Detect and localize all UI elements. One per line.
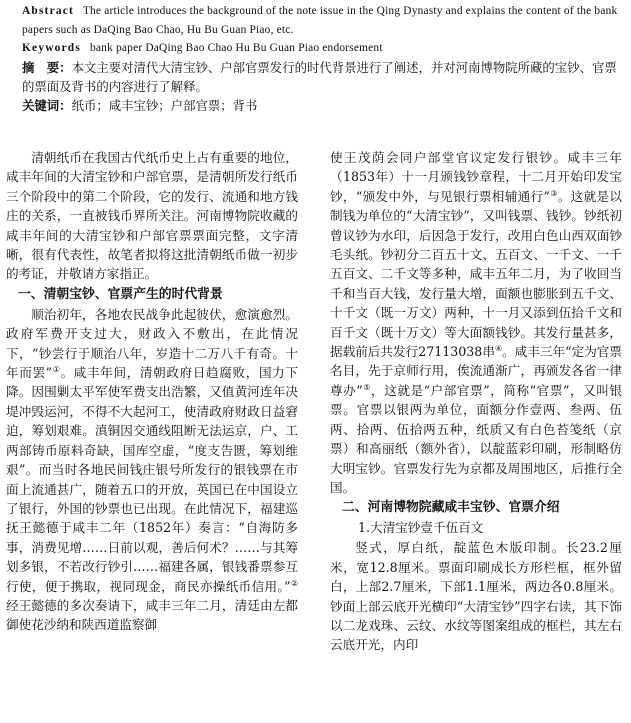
section-1-text-c: 经王懿德的多次奏请下，咸丰三年二月，清廷由左都御使花沙纳和陕西道监察御 <box>6 597 298 633</box>
abstract-zh <box>6 58 626 96</box>
subsection-1-heading: 1.大清宝钞壹千伍百文 <box>358 520 484 536</box>
section-2-heading: 二、河南博物院藏咸丰宝钞、官票介绍 <box>342 500 560 516</box>
abstract-en <box>6 2 626 39</box>
footnote-ref-4: ④ <box>494 343 503 353</box>
section-1-heading: 一、清朝宝钞、官票产生的时代背景 <box>18 286 223 302</box>
section-1-text-b: 。咸丰年间，清朝政府日趋腐败，国力下降。因围剿太平军使军费支出浩繁，又值黄河连年决堤冲毁运河，不得不大起河工，使清政府财政日益窘迫，筹划艰难。滇铜因交通线阻断无法运京，户、工两部铸币原料奇缺，国库空虚，“度支告匮，筹划维艰”。而当时各地民间钱庄银号所发行的银钱票在市面上流通甚广，随着五口的开放，英国已在中国设立了银行，外国的钞票也已出现。在此情况下，福建巡抚王懿德于咸丰二年（1852年）奏言：“自海防多事，消费见增……日前以观，善后何术？……与其筹划多银，不若改行钞引……福建各属，银钱番票参互行使，便于携取，视同现金，商民亦操纸币信用。” <box>6 365 298 594</box>
abstract-en-label: Abstract <box>22 5 74 17</box>
footnote-ref-1: ① <box>52 364 61 374</box>
abstract-zh-text: 本文主要对清代大清宝钞、户部官票发行的时代背景进行了阐述，并对河南博物院所藏的宝钞、官票的票面及背书的内容进行了解释。 <box>22 59 617 94</box>
abstract-en-text: The article introduces the background of the note issue in the Qing Dynasty and explains the content of the bank papers such as DaQing Bao Chao, Hu Bu Guan Piao, etc. <box>22 5 618 36</box>
keywords-zh-label: 关键词： <box>22 97 72 113</box>
intro-paragraph: 清朝纸币在我国古代纸币史上占有重要的地位，咸丰年间的大清宝钞和户部官票，是清朝所发行纸币三个阶段中的第二个阶段，它的发行、流通和地方钱庄的关系，一直被钱币界所关注。河南博物院收藏的咸丰年间的大清宝钞和户部官票票面完整，文字清晰，很有代表性，故笔者拟将这批清朝纸币做一初步的考证，并敬请方家指正。 <box>6 150 298 282</box>
section-1-text-a: 顺治初年，各地农民战争此起彼伏，愈演愈烈。政府军费开支过大，财政入不敷出，在此情况下，“钞尝行于顺治八年，岁造十二万八千有奇。十年而罢” <box>6 306 298 381</box>
continued-text-a: 使王茂荫会同户部堂官议定发行银钞。咸丰三年（1853年）十一月颁钱钞章程，十二月开始印发宝钞，“颁发中外，与见银行票相辅通行” <box>330 150 622 204</box>
abstract-zh-label: 摘 要： <box>22 59 72 75</box>
footnote-ref-2: ② <box>290 578 299 588</box>
section-1-paragraph <box>6 305 298 635</box>
keywords-en-label: Keywords <box>22 42 81 54</box>
keywords-en-text: bank paper DaQing Bao Chao Hu Bu Guan Piao endorsement <box>90 42 383 54</box>
footnote-ref-3: ③ <box>549 188 558 198</box>
keywords-zh-text: 纸币；咸丰宝钞；户部官票；背书 <box>71 97 258 113</box>
continued-text-d: ，这就是“户部官票”，简称“官票”，又叫银票。官票以银两为单位，面额分作壹两、叁两、伍两、拾两、伍拾两五种，纸质又有白色苔笺纸（京票）和高丽纸（额外省），以靛蓝彩印刷，形制略仿大明宝钞。官票发行先为京都及周围地区，后推行全国。 <box>330 382 623 495</box>
continued-paragraph <box>330 148 622 497</box>
subsection-1-paragraph: 竖式，厚白纸，靛蓝色木版印制。长23.2厘米，宽12.8厘米。票面印刷成长方形栏框，框外留白，上部2.7厘米，下部1.1厘米，两边各0.8厘米。钞面上部云底开光横印“大清宝钞”四字右读，其下饰以二龙戏珠、云纹、水纹等图案组成的框栏，其左右云底开光，内印 <box>330 540 622 653</box>
abstract-block <box>6 2 626 115</box>
right-column <box>330 148 622 655</box>
left-column <box>6 148 298 635</box>
keywords-en <box>6 39 626 58</box>
continued-text-c: 。咸丰三年“定为官票名目，先于京师行用，俟流通渐广，再颁发各省一律尊办” <box>330 344 622 398</box>
continued-text-b: 。这就是以制钱为单位的“大清宝钞”，又叫钱票、钱钞。钞纸初曾议钞为水印，后因急于发行，改用白色山西双面钞毛头纸。钞初分二百五十文、五百文、一千文、一千五百文、二千文等多种，咸丰五年二月，为了收回当千和当百大钱，发行量大增，面额也膨胀到五千文、十千文（既一万文）两种，十一月又添到伍拾千文和百千文（既十万文）等大面额钱钞。其发行量甚多，据载前后共发行27113038串 <box>330 188 623 360</box>
footnote-ref-5: ⑤ <box>362 382 372 392</box>
keywords-zh <box>6 96 626 115</box>
